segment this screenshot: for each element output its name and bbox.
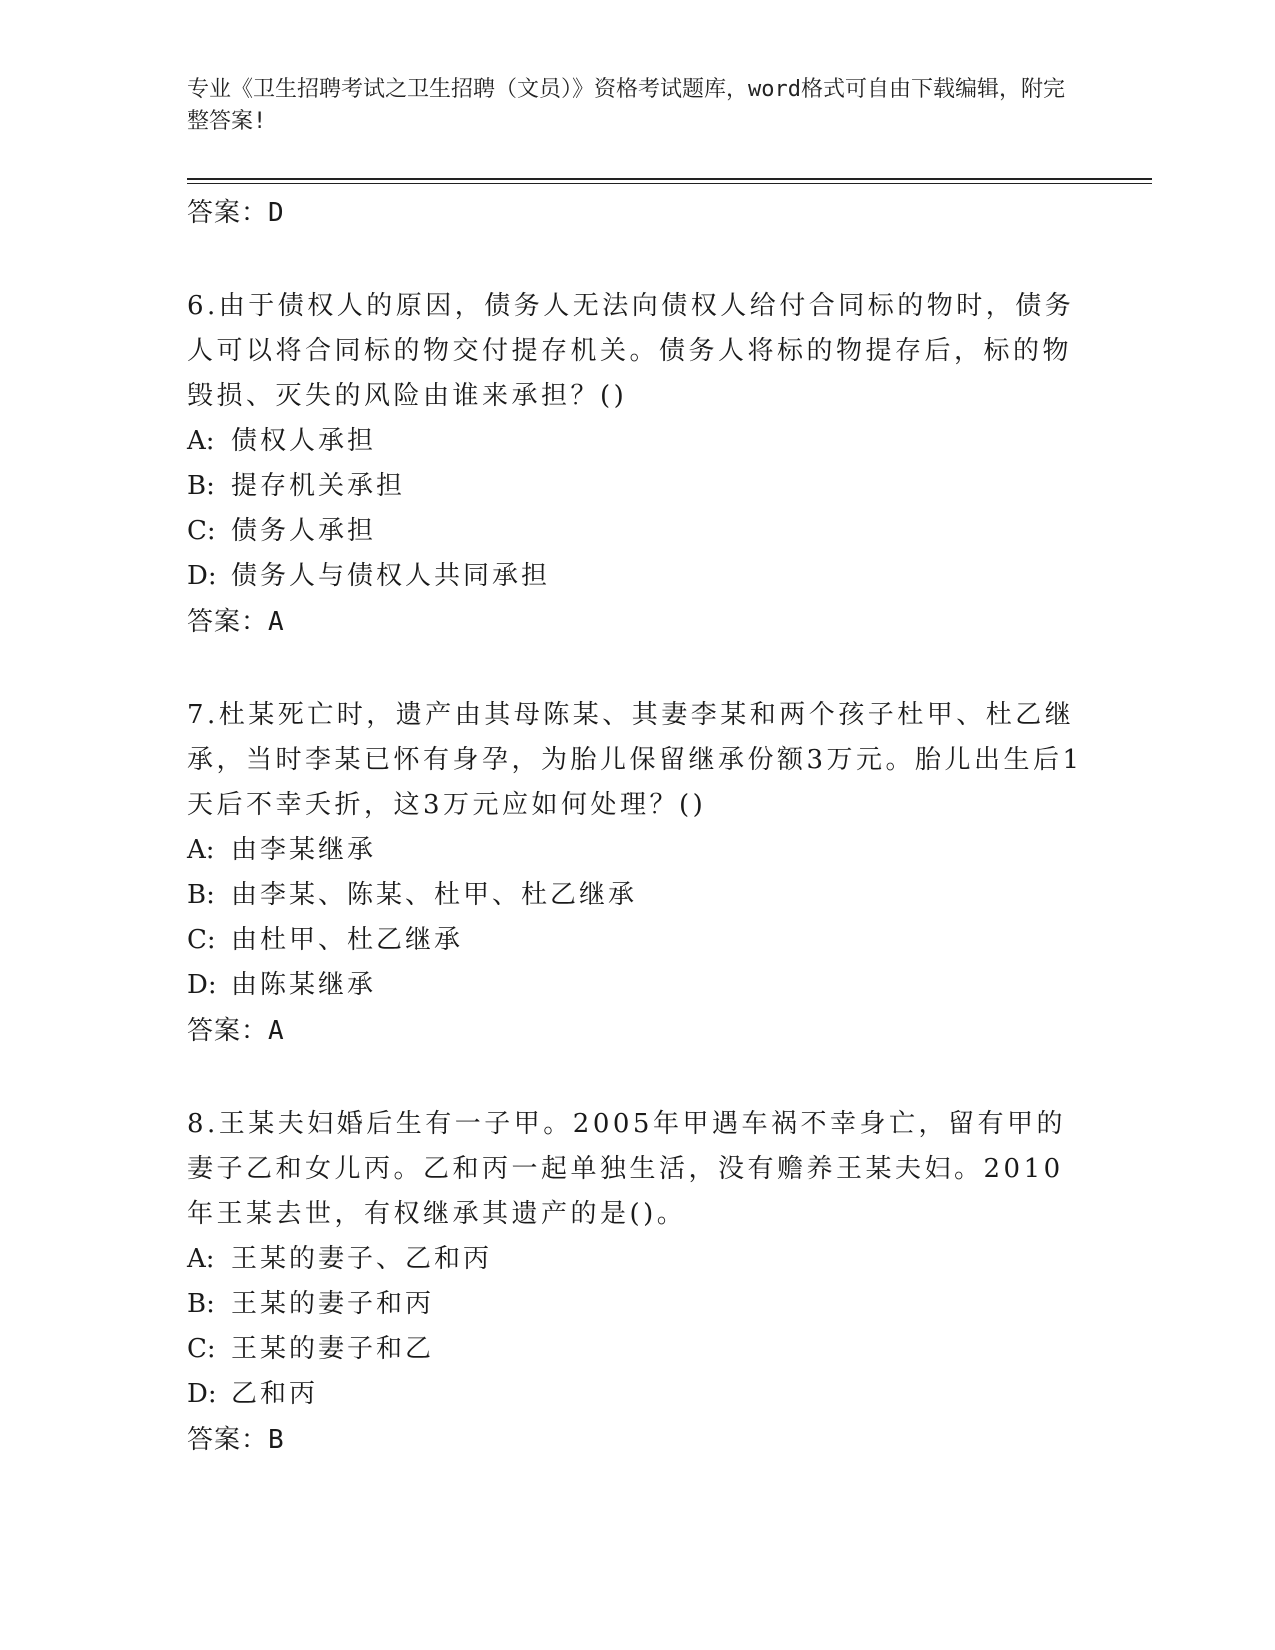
option-letter: D: — [187, 561, 217, 591]
option-letter: A: — [187, 426, 215, 456]
option-text: 由陈某继承 — [231, 970, 377, 1000]
option-text: 债务人承担 — [231, 516, 377, 546]
option-a — [187, 419, 1087, 464]
option-letter: C: — [187, 1334, 216, 1364]
option-letter: A: — [187, 1244, 215, 1274]
question-list — [187, 190, 1087, 1463]
option-letter: C: — [187, 516, 216, 546]
question-8 — [187, 1102, 1087, 1463]
question-7 — [187, 693, 1087, 1054]
option-text: 王某的妻子、乙和丙 — [231, 1244, 493, 1274]
option-text: 提存机关承担 — [231, 471, 406, 501]
option-a — [187, 1237, 1087, 1282]
option-text: 乙和丙 — [231, 1379, 319, 1409]
answer-line: 答案：A — [187, 607, 285, 637]
option-d — [187, 1372, 1087, 1417]
option-letter: B: — [187, 1289, 215, 1319]
option-letter: B: — [187, 880, 215, 910]
option-text: 王某的妻子和丙 — [231, 1289, 435, 1319]
option-a — [187, 828, 1087, 873]
question-stem: 7.杜某死亡时，遗产由其母陈某、其妻李某和两个孩子杜甲、杜乙继承，当时李某已怀有身孕，为胎儿保留继承份额3万元。胎儿出生后1天后不幸夭折，这3万元应如何处理？() — [187, 700, 1083, 820]
option-c — [187, 1327, 1087, 1372]
option-text: 由杜甲、杜乙继承 — [231, 925, 464, 955]
option-letter: B: — [187, 471, 215, 501]
option-text: 由李某、陈某、杜甲、杜乙继承 — [231, 880, 638, 910]
option-letter: D: — [187, 970, 217, 1000]
option-b — [187, 873, 1087, 918]
option-text: 王某的妻子和乙 — [231, 1334, 435, 1364]
option-letter: D: — [187, 1379, 217, 1409]
option-d — [187, 554, 1087, 599]
option-text: 债权人承担 — [231, 426, 377, 456]
header-divider-thick — [187, 178, 1152, 180]
question-6 — [187, 284, 1087, 645]
option-letter: C: — [187, 925, 216, 955]
option-d — [187, 963, 1087, 1008]
header-title: 专业《卫生招聘考试之卫生招聘（文员）》资格考试题库，word格式可自由下载编辑，附完整答案! — [187, 77, 1065, 134]
option-c — [187, 918, 1087, 963]
option-letter: A: — [187, 835, 215, 865]
option-b — [187, 1282, 1087, 1327]
option-text: 债务人与债权人共同承担 — [231, 561, 551, 591]
option-text: 由李某继承 — [231, 835, 377, 865]
answer-line: 答案：A — [187, 1016, 285, 1046]
answer-line: 答案：B — [187, 1425, 285, 1455]
answer-line: 答案：D — [187, 198, 285, 228]
header-divider-thin — [187, 183, 1152, 184]
option-c — [187, 509, 1087, 554]
option-b — [187, 464, 1087, 509]
question-stem: 8.王某夫妇婚后生有一子甲。2005年甲遇车祸不幸身亡，留有甲的妻子乙和女儿丙。乙和丙一起单独生活，没有赡养王某夫妇。2010年王某去世，有权继承其遗产的是()。 — [187, 1109, 1066, 1229]
question-stem: 6.由于债权人的原因，债务人无法向债权人给付合同标的物时，债务人可以将合同标的物交付提存机关。债务人将标的物提存后，标的物毁损、灭失的风险由谁来承担？() — [187, 291, 1075, 411]
document-header — [187, 74, 1067, 138]
